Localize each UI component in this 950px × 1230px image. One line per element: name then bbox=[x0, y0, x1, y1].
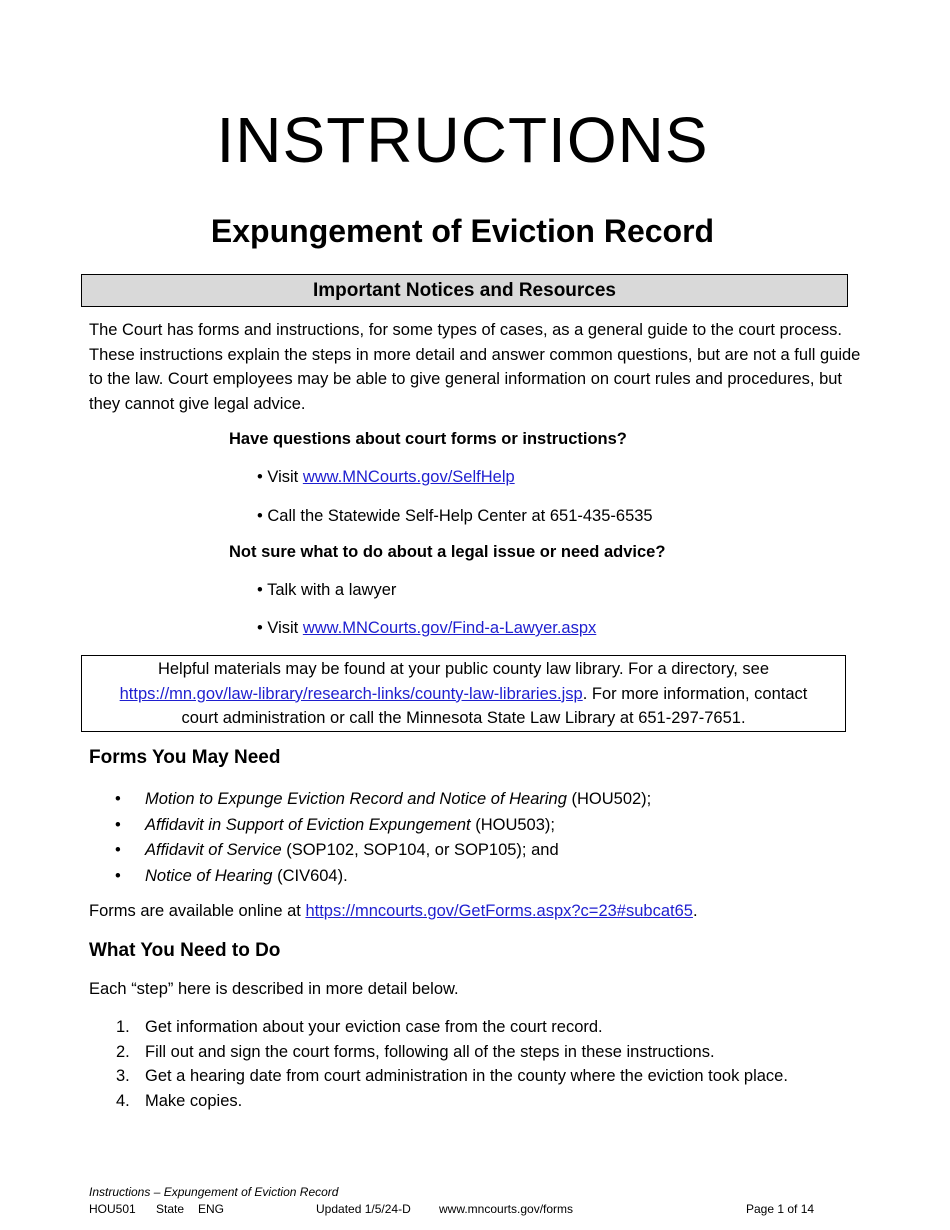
page-subtitle: Expungement of Eviction Record bbox=[210, 213, 715, 249]
advice-heading: Not sure what to do about a legal issue or need advice? bbox=[229, 543, 666, 561]
form-name: Notice of Hearing bbox=[145, 867, 273, 886]
step-number: 4. bbox=[116, 1091, 130, 1110]
step-text: Make copies. bbox=[145, 1091, 243, 1110]
bullet: • bbox=[115, 867, 121, 886]
law-library-link[interactable]: https://mn.gov/law-library/research-links/county-law-libraries.jsp bbox=[119, 684, 583, 703]
library-line-1: Helpful materials may be found at your public county law library. For a directory, see bbox=[157, 660, 770, 678]
steps-intro: Each “step” here is described in more detail below. bbox=[89, 980, 459, 998]
visit-label: Visit bbox=[267, 468, 299, 486]
selfhelp-link[interactable]: www.MNCourts.gov/SelfHelp bbox=[302, 468, 515, 486]
form-code: (CIV604). bbox=[272, 867, 348, 886]
forms-available-prefix: Forms are available online at bbox=[89, 902, 306, 920]
footer-doc-title: Instructions – Expungement of Eviction Record bbox=[89, 1185, 339, 1199]
help-item-selfhelp bbox=[257, 468, 515, 487]
find-lawyer-link[interactable]: www.MNCourts.gov/Find-a-Lawyer.aspx bbox=[302, 619, 597, 637]
bullet: • bbox=[257, 468, 263, 486]
list-item bbox=[89, 1089, 869, 1114]
forms-available-suffix: . bbox=[692, 902, 698, 920]
list-item bbox=[89, 864, 869, 890]
call-text: Call the Statewide Self-Help Center at 651-435-6535 bbox=[267, 507, 653, 525]
library-line-2 bbox=[82, 682, 845, 707]
footer-jurisdiction: State bbox=[156, 1202, 185, 1216]
bullet: • bbox=[115, 841, 121, 860]
help-item-find-lawyer bbox=[257, 619, 596, 638]
library-box bbox=[81, 655, 846, 732]
step-text: Get information about your eviction case from the court record. bbox=[145, 1018, 603, 1036]
visit-label: Visit bbox=[267, 619, 299, 637]
footer-page: Page 1 of 14 bbox=[746, 1202, 815, 1216]
footer-language: ENG bbox=[198, 1202, 225, 1216]
intro-paragraph: The Court has forms and instructions, for some types of cases, as a general guide to the court process. These instructions explain the steps in more detail and answer common questions, but are not a full guide to the law. Court employees may be able to give general information on court rules and procedures, but they cannot give legal advice. bbox=[89, 321, 861, 414]
step-text: Fill out and sign the court forms, following all of the steps in these instructions. bbox=[145, 1042, 715, 1061]
step-number: 3. bbox=[116, 1067, 130, 1085]
get-forms-link[interactable]: https://mncourts.gov/GetForms.aspx?c=23#subcat65 bbox=[305, 902, 693, 920]
step-number: 2. bbox=[116, 1042, 130, 1061]
bullet: • bbox=[115, 815, 121, 834]
form-name: Affidavit in Support of Eviction Expungement bbox=[145, 815, 471, 834]
footer-row bbox=[89, 1201, 819, 1217]
questions-heading: Have questions about court forms or instructions? bbox=[229, 430, 627, 448]
forms-available bbox=[89, 902, 698, 921]
steps-list bbox=[89, 1015, 869, 1113]
footer-updated: Updated 1/5/24-D bbox=[316, 1202, 411, 1216]
steps-heading: What You Need to Do bbox=[89, 940, 281, 961]
bullet: • bbox=[257, 507, 263, 525]
list-item bbox=[89, 1015, 869, 1040]
form-code: (HOU502); bbox=[566, 790, 652, 808]
bullet: • bbox=[257, 581, 263, 599]
list-item bbox=[89, 813, 869, 839]
bullet: • bbox=[257, 619, 263, 637]
forms-list bbox=[89, 787, 869, 890]
form-name: Motion to Expunge Eviction Record and Notice of Hearing bbox=[145, 790, 567, 808]
notice-bar: Important Notices and Resources bbox=[81, 274, 848, 307]
step-text: Get a hearing date from court administration in the county where the eviction took place. bbox=[145, 1067, 788, 1085]
form-code: (HOU503); bbox=[470, 815, 555, 834]
library-after-link: . For more information, contact bbox=[582, 684, 808, 703]
form-code: (SOP102, SOP104, or SOP105); and bbox=[281, 841, 559, 860]
page-title: INSTRUCTIONS bbox=[216, 104, 709, 176]
list-item bbox=[89, 1064, 869, 1089]
forms-heading: Forms You May Need bbox=[89, 747, 281, 768]
list-item bbox=[89, 838, 869, 864]
help-item-call bbox=[257, 507, 653, 526]
bullet: • bbox=[115, 790, 121, 808]
lawyer-text: Talk with a lawyer bbox=[267, 581, 397, 599]
list-item bbox=[89, 787, 869, 813]
footer-website: www.mncourts.gov/forms bbox=[439, 1202, 574, 1216]
footer-form-code: HOU501 bbox=[89, 1202, 136, 1216]
library-line-3: court administration or call the Minnesota State Law Library at 651-297-7651. bbox=[181, 709, 746, 727]
help-item-lawyer bbox=[257, 581, 396, 600]
list-item bbox=[89, 1040, 869, 1065]
step-number: 1. bbox=[116, 1018, 130, 1036]
form-name: Affidavit of Service bbox=[145, 841, 282, 860]
